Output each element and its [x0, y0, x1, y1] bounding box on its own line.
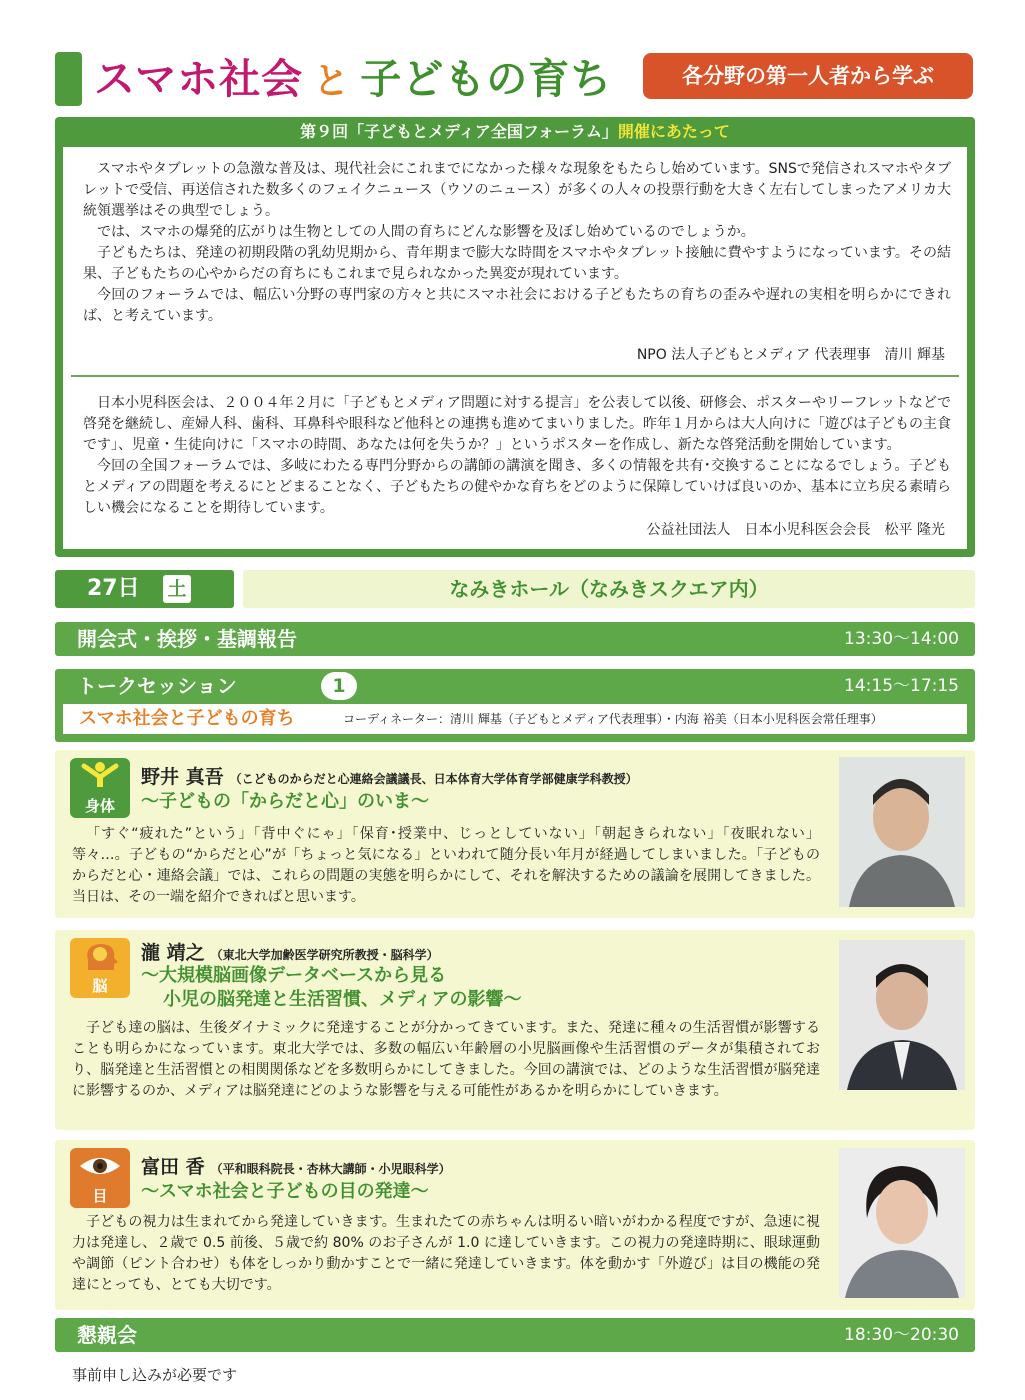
talk-session-time: 14:15〜17:15	[844, 676, 959, 696]
event-date: 27日	[87, 576, 140, 601]
title-part-1: スマホ社会	[94, 55, 304, 103]
brain-icon	[70, 938, 130, 998]
body-figure-icon	[70, 760, 130, 792]
speaker-talk-title: 〜大規模脳画像データベースから見る	[141, 965, 447, 986]
greeting-heading-highlight: 開催にあたって	[617, 122, 730, 141]
greeting-heading	[55, 117, 975, 147]
message-2-paragraph: 今回の全国フォーラムでは、多岐にわたる専門分野からの講師の講演を聞き、多くの情報を共有･交換することになるでしょう。子どもとメディアの問題を考えるにとどまることなく、子どもたちの健やかな育ちをどのように保障していけば良いのか、基本に立ち戻る素晴らしい機会になることを期待しています。	[83, 458, 951, 516]
title-part-2: と	[313, 61, 351, 102]
speaker-name	[141, 1152, 451, 1179]
message-1	[83, 159, 951, 327]
title-accent-bar	[55, 52, 82, 106]
eye-icon	[70, 1148, 130, 1208]
speaker-icon-label: 身体	[84, 797, 115, 815]
venue: なみきホール（なみきスクエア内）	[243, 570, 975, 608]
speaker-affiliation: （東北大学加齢医学研究所教授・脳科学）	[210, 948, 439, 962]
reception-time: 18:30〜20:30	[844, 1325, 959, 1345]
speaker-card	[55, 750, 975, 918]
message-1-paragraph: 今回のフォーラムでは、幅広い分野の専門家の方々と共にスマホ社会における子どもたちの育ちの歪みや遅れの実相を明らかにできれば、と考えています。	[83, 287, 951, 324]
speaker-icon-label: 脳	[92, 977, 108, 995]
speaker-photo	[839, 757, 965, 907]
talk-session-theme: スマホ社会と子どもの育ち	[79, 708, 295, 729]
message-1-paragraph: スマホやタブレットの急激な普及は、現代社会にこれまでになかった様々な現象をもたらし始めています。SNSで発信されスマホやタブレットで受信、再送信された数多くのフェイクニュース（ウソのニュース）が多くの人々の投票行動を大きく左右してしまったアメリカ大統領選挙はその典型でしょう。	[83, 161, 951, 219]
message-2-signature: 公益社団法人 日本小児科医会会長 松平 隆光	[646, 522, 945, 538]
message-2	[83, 393, 951, 519]
speaker-description: 子ども達の脳は、生後ダイナミックに発達することが分かってきています。また、発達に種々の生活習慣が影響することも明らかになっています。東北大学では、多数の幅広い年齢層の小児脳画像や生活習慣のデータが集積されており、脳発達と生活習慣との相関関係などを多数明らかにしてきました。今回の講演では、どのような生活習慣が脳発達に影響するのか、メディアは脳発達にどのような影響を与える可能性があるかを明らかにしていきます。	[72, 1020, 820, 1099]
page-title	[94, 50, 612, 111]
event-weekday: 土	[163, 575, 191, 603]
speaker-card	[55, 1140, 975, 1310]
speaker-name	[141, 762, 638, 789]
opening-time: 13:30〜14:00	[844, 629, 959, 649]
message-1-paragraph: では、スマホの爆発的広がりは生物としての人間の育ちにどんな影響を及ぼし始めているのでしょうか。	[97, 224, 755, 240]
greeting-divider	[71, 375, 959, 377]
talk-session-number: 1	[321, 672, 357, 700]
talk-session-label: トークセッション	[77, 674, 237, 698]
eye-shape-icon	[70, 1150, 130, 1182]
registration-note: 事前申し込みが必要です	[72, 1366, 238, 1384]
speaker-icon-label: 目	[92, 1187, 108, 1205]
speaker-talk-title: 〜スマホ社会と子どもの目の発達〜	[141, 1181, 429, 1202]
talk-session-coordinator: コーディネーター：清川 輝基（子どもとメディア代表理事）・内海 裕美（日本小児科医会常任理事）	[343, 712, 883, 726]
head-brain-icon	[70, 940, 130, 972]
reception-section-bar	[55, 1318, 975, 1352]
greeting-heading-main: 第９回「子どもとメディア全国フォーラム」	[300, 122, 618, 141]
reception-label: 懇親会	[77, 1323, 137, 1347]
opening-label: 開会式・挨拶・基調報告	[77, 627, 297, 651]
greeting-box	[55, 117, 975, 557]
talk-session-theme-row	[63, 704, 967, 734]
talk-session-header	[55, 669, 975, 742]
speaker-name-text: 野井 真吾	[141, 766, 224, 788]
message-1-paragraph: 子どもたちは、発達の初期段階の乳幼児期から、青年期まで膨大な時間をスマホやタブレット接触に費やすようになっています。その結果、子どもたちの心やからだの育ちにもこれまで見られなかった異変が現れています。	[83, 245, 951, 282]
speaker-card	[55, 930, 975, 1130]
speaker-affiliation: （平和眼科院長・杏林大講師・小児眼科学）	[210, 1162, 451, 1176]
date-badge	[55, 570, 234, 608]
speaker-talk-title: 〜子どもの「からだと心」のいま〜	[141, 791, 429, 812]
body-icon	[70, 758, 130, 818]
message-2-paragraph: 日本小児科医会は、２００４年２月に「子どもとメディア問題に対する提言」を公表して以後、研修会、ポスターやリーフレットなどで啓発を継続し、産婦人科、歯科、耳鼻科や眼科など他科との連携も進めてまいりました。昨年１月からは大人向けに「遊びは子どもの主食です」、児童・生徒向けに「スマホの時間、あなたは何を失うか？」というポスターを作成し、新たな啓発活動を開始しています。	[83, 395, 951, 453]
opening-section-bar	[55, 622, 975, 656]
speaker-name-text: 瀧 靖之	[141, 942, 205, 964]
speaker-name-text: 富田 香	[141, 1156, 205, 1178]
speaker-name	[141, 938, 439, 965]
greeting-content	[63, 147, 967, 549]
speaker-photo	[839, 1148, 965, 1298]
speaker-talk-title-line-2: 小児の脳発達と生活習慣、メディアの影響〜	[163, 989, 522, 1010]
message-1-signature: NPO 法人子どもとメディア 代表理事 清川 輝基	[636, 347, 945, 363]
speaker-description: 子どもの視力は生まれてから発達していきます。生まれたての赤ちゃんは明るい暗いがわかる程度ですが、急速に視力は発達し、２歳で 0.5 前後、５歳で約 80% のお子さんが 1.0 に達していきます。この視力の発達時期に、眼球運動や調節（ピント合わせ）も体をしっかり動かすことで一緒に発達していきます。体を動かす「外遊び」は目の機能の発達にとっても、とても大切です。	[72, 1214, 820, 1293]
title-part-3: 子どもの育ち	[360, 55, 613, 103]
speaker-description: 「すぐ“疲れた”という」「背中ぐにゃ」「保育･授業中、じっとしていない」「朝起きられない」「夜眠れない」等々…。子どもの“からだと心”が「ちょっと気になる」といわれて随分長い年月が経過してしまいました。「子どものからだと心・連絡会議」では、これらの問題の実態を明らかにして、それを解決するための議論を展開してきました。当日は、その一端を紹介できればと思います。	[72, 826, 820, 905]
speaker-photo	[839, 940, 965, 1090]
subtitle-badge: 各分野の第一人者から学ぶ	[643, 53, 973, 99]
speaker-affiliation: （こどものからだと心連絡会議議長、日本体育大学体育学部健康学科教授）	[229, 772, 638, 786]
